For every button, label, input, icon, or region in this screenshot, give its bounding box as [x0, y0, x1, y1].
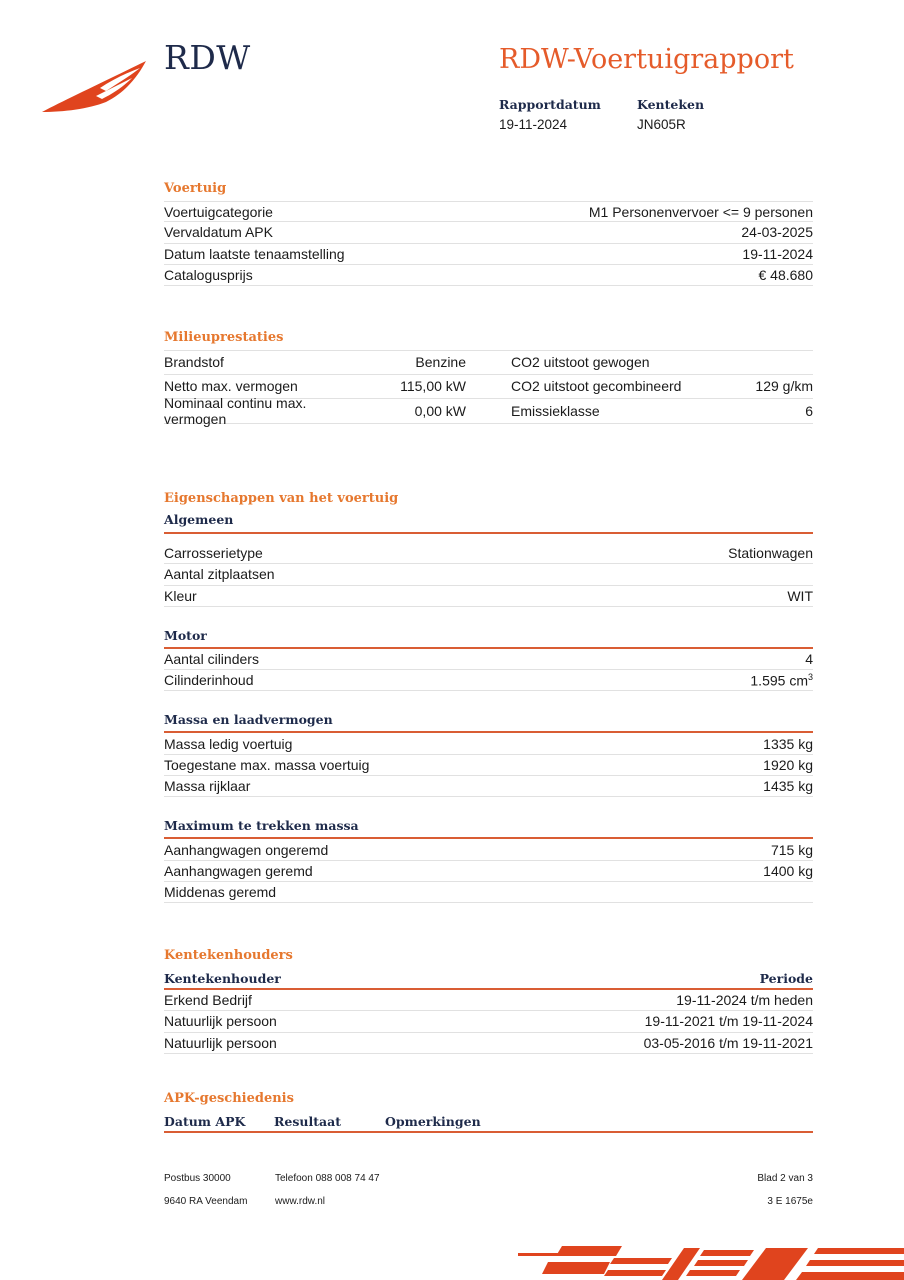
table-row: [164, 350, 813, 375]
row-value: WIT: [787, 587, 813, 604]
row-label: Massa ledig voertuig: [164, 735, 293, 752]
section-apk-geschiedenis: [164, 1091, 813, 1133]
row-value: 1920 kg: [763, 756, 813, 773]
row-label: Cilinderinhoud: [164, 672, 254, 689]
table-row: [164, 543, 813, 564]
row-label: CO2 uitstoot gewogen: [511, 354, 650, 371]
subsection-title-massa: Massa en laadvermogen: [164, 712, 813, 733]
decorative-stripes-icon: [518, 1244, 904, 1280]
row-label: Aanhangwagen geremd: [164, 862, 313, 879]
section-eigenschappen: [164, 491, 813, 903]
report-title: RDW-Voertuigrapport: [499, 44, 794, 75]
row-value: M1 Personenvervoer <= 9 personen: [588, 203, 813, 220]
column-header: Periode: [759, 971, 813, 986]
row-label: Middenas geremd: [164, 884, 277, 901]
subsection-title-algemeen: Algemeen: [164, 512, 813, 534]
row-label: Toegestane max. massa voertuig: [164, 756, 370, 773]
rdw-feather-logo-icon: [40, 56, 150, 116]
row-value: 715 kg: [770, 841, 813, 858]
license-plate-value: JN605R: [637, 117, 686, 132]
row-label: Voertuigcategorie: [164, 203, 273, 220]
table-row: [164, 1033, 813, 1054]
row-label: Nominaal continu max. vermogen: [164, 394, 307, 427]
row-label: Carrosserietype: [164, 545, 263, 562]
section-voertuig: [164, 181, 813, 286]
row-label: CO2 uitstoot gecombineerd: [511, 378, 682, 395]
row-value: 115,00 kW: [400, 378, 466, 395]
report-date-label: Rapportdatum: [499, 97, 601, 112]
footer-address: 9640 RA Veendam: [164, 1196, 248, 1207]
table-row: [164, 990, 813, 1011]
footer-page-number: Blad 2 van 3: [757, 1173, 813, 1184]
unit-superscript: 3: [807, 672, 813, 682]
table-row: [164, 265, 813, 286]
row-value: 19-11-2024: [742, 245, 813, 262]
row-value: 129 g/km: [755, 378, 813, 395]
column-header: Kentekenhouder: [164, 971, 281, 986]
table-header: [164, 969, 813, 990]
row-value: 1435 kg: [763, 778, 813, 795]
row-label: Brandstof: [164, 354, 224, 371]
column-header: Resultaat: [274, 1114, 341, 1129]
report-date-value: 19-11-2024: [499, 117, 568, 132]
row-label: Kleur: [164, 587, 197, 604]
row-value: 19-11-2024 t/m heden: [676, 992, 813, 1009]
table-row: [164, 861, 813, 882]
report-date-block: [499, 97, 601, 132]
row-value: 1400 kg: [763, 862, 813, 879]
footer-website-link[interactable]: www.rdw.nl: [275, 1196, 326, 1207]
table-row: [164, 586, 813, 607]
table-row: [164, 201, 813, 222]
row-label: Netto max. vermogen: [164, 378, 298, 395]
table-row: [164, 244, 813, 265]
section-title: Milieuprestaties: [164, 330, 284, 345]
table-row: [164, 733, 813, 754]
column-header: Opmerkingen: [385, 1114, 481, 1129]
table-row: [164, 564, 813, 585]
table-row: [164, 776, 813, 797]
column-header: Datum APK: [164, 1114, 246, 1129]
license-plate-label: Kenteken: [637, 97, 705, 112]
row-value: 24-03-2025: [741, 224, 813, 241]
section-title: Eigenschappen van het voertuig: [164, 491, 399, 506]
row-label: Massa rijklaar: [164, 778, 251, 795]
brand-name: RDW: [164, 38, 251, 77]
row-value: 1.595 cm: [750, 672, 808, 689]
row-label: Natuurlijk persoon: [164, 1013, 277, 1030]
row-value: 4: [805, 651, 813, 668]
row-label: Datum laatste tenaamstelling: [164, 245, 345, 262]
row-label: Aantal zitplaatsen: [164, 566, 275, 583]
subsection-title-motor: Motor: [164, 628, 813, 649]
license-plate-block: [637, 97, 704, 132]
row-value: 03-05-2016 t/m 19-11-2021: [643, 1034, 813, 1051]
section-kentekenhouders: [164, 948, 813, 1054]
table-row: [164, 649, 813, 670]
row-label: Vervaldatum APK: [164, 224, 273, 241]
footer-document-code: 3 E 1675e: [767, 1196, 813, 1207]
row-label: Emissieklasse: [511, 402, 600, 419]
table-header: [164, 1112, 813, 1133]
table-row: [164, 755, 813, 776]
row-label: Natuurlijk persoon: [164, 1034, 277, 1051]
table-row: [164, 882, 813, 903]
row-label: Aanhangwagen ongeremd: [164, 841, 329, 858]
row-value: € 48.680: [758, 267, 813, 284]
section-title: APK-geschiedenis: [164, 1091, 294, 1106]
row-label: Aantal cilinders: [164, 651, 259, 668]
row-value: 19-11-2021 t/m 19-11-2024: [644, 1013, 813, 1030]
table-row: [164, 839, 813, 860]
row-label: Erkend Bedrijf: [164, 992, 252, 1009]
row-value: 1335 kg: [763, 735, 813, 752]
row-label: Catalogusprijs: [164, 267, 253, 284]
section-title: Kentekenhouders: [164, 948, 293, 963]
table-row: [164, 222, 813, 243]
row-value: Stationwagen: [728, 545, 813, 562]
section-milieuprestaties: [164, 330, 813, 427]
row-value: 6: [805, 402, 813, 419]
section-title: Voertuig: [164, 181, 227, 196]
table-row: [164, 394, 813, 427]
row-value: 0,00 kW: [414, 402, 466, 419]
footer-phone: Telefoon 088 008 74 47: [275, 1173, 380, 1184]
table-row: [164, 670, 813, 691]
row-value: Benzine: [415, 354, 466, 371]
footer-postbus: Postbus 30000: [164, 1173, 231, 1184]
subsection-title-trekken: Maximum te trekken massa: [164, 818, 813, 839]
table-row: [164, 1011, 813, 1032]
